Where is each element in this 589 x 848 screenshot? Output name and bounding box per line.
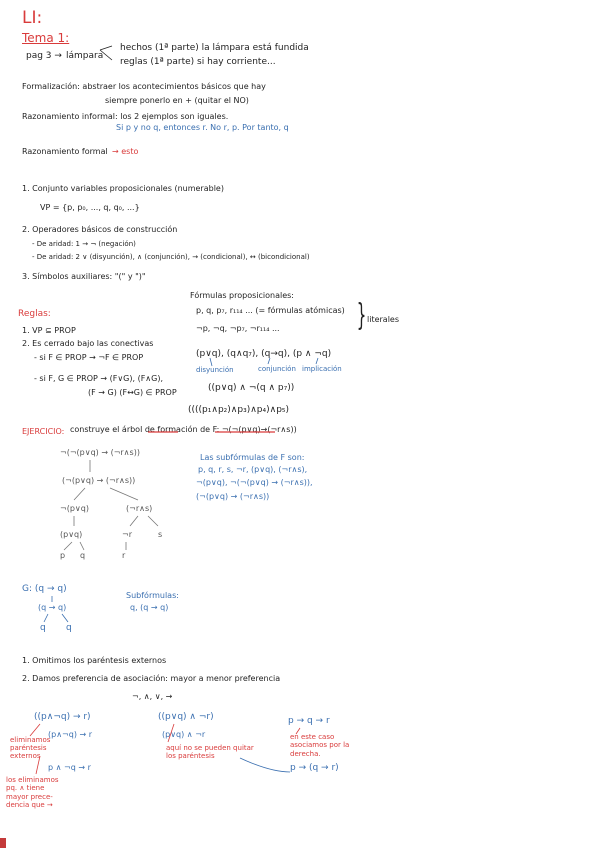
ejemplo-3-asociado: p → (q → r) (290, 763, 339, 773)
label-conjuncion: conjunción (258, 365, 296, 373)
formulas-negadas: ¬p, ¬q, ¬p₇, ¬r₁₁₄ ... (196, 324, 280, 333)
subformulas-line-2: ¬(p∨q), ¬(¬(p∨q) → (¬r∧s)), (196, 478, 313, 487)
ejemplo-anidada: ((((p₁∧p₂)∧p₃)∧p₄)∧p₅) (188, 405, 290, 415)
ejemplo-1: ((p∧¬q) → r) (34, 712, 91, 722)
g-node: (q → q) (38, 603, 67, 612)
tree-node-root: ¬(¬(p∨q) → (¬r∧s)) (60, 448, 140, 457)
regla-2a: - si F ∈ PROP → ¬F ∈ PROP (34, 353, 144, 362)
label-disyuncion: disyunción (196, 366, 234, 374)
hechos-text: hechos (1ª parte) la lámpara está fundida (120, 43, 309, 53)
g-leaf-2: q (66, 623, 72, 633)
g-leaf-1: q (40, 623, 46, 633)
nota-precedencia: los eliminamos pq. ∧ tiene mayor prece-dencia que → (6, 776, 59, 810)
razonamiento-informal: Razonamiento informal: los 2 ejemplos son iguales. (22, 112, 229, 121)
tree-node-or: (p∨q) (60, 530, 83, 539)
label-implicacion: implicación (302, 365, 342, 373)
formulas-atomicas: p, q, p₇, r₁₁₄ ... (= fórmulas atómicas) (196, 306, 345, 315)
item-1: 1. Conjunto variables proposicionales (numerable) (22, 184, 224, 193)
tree-leaf-r: r (122, 551, 126, 560)
aridad-2: - De aridad: 2 ∨ (disyunción), ∧ (conjunción), → (condicional), ↔ (bicondicional) (32, 253, 310, 261)
ejemplo-1-paso: (p∧¬q) → r (48, 730, 93, 739)
formalizacion-note: siempre ponerlo en + (quitar el NO) (105, 96, 249, 105)
nota-no-quitar: aquí no se pueden quitar los paréntesis (166, 744, 254, 761)
ejemplo-2: ((p∨q) ∧ ¬r) (158, 712, 214, 722)
tree-node-implication: (¬(p∨q) → (¬r∧s)) (62, 476, 136, 485)
ejercicio-label: EJERCICIO: (22, 427, 65, 436)
tree-node-neg-or: ¬(p∨q) (60, 504, 89, 513)
razonamiento-formal-arrow: → esto (112, 147, 139, 156)
tree-node-neg-r: ¬r (122, 530, 132, 539)
g-formula: G: (q → q) (22, 584, 67, 594)
nota-asociar-derecha: en este caso asociamos por la derecha. (290, 733, 350, 758)
ejemplo-3: p → q → r (288, 716, 330, 726)
tema-title: Tema 1: (22, 31, 70, 45)
tree-node-s: s (158, 530, 163, 539)
nota-eliminamos-externos: eliminamos paréntesis externos (10, 736, 51, 761)
regla-1: 1. VP ⊆ PROP (22, 326, 76, 335)
literales-label: literales (367, 315, 400, 324)
tree-node-and: (¬r∧s) (126, 504, 153, 513)
ejemplo-2-paso: (p∨q) ∧ ¬r (162, 730, 206, 739)
regla-2b: - si F, G ∈ PROP → (F∨G), (F∧G), (34, 374, 164, 383)
aridad-1: - De aridad: 1 → ¬ (negación) (32, 240, 136, 248)
razonamiento-formal: Razonamiento formal (22, 147, 108, 156)
lampara-label: lámpara (66, 51, 104, 61)
tree-leaf-p: p (60, 551, 66, 560)
literales-brace: } (356, 298, 367, 333)
razonamiento-ejemplo: Si p y no q, entonces r. No r, p. Por tanto, q (116, 123, 289, 132)
g-subformulas: q, (q → q) (130, 603, 169, 612)
item-3: 3. Símbolos auxiliares: "(" y ")" (22, 272, 146, 281)
subformulas-line-3: (¬(p∨q) → (¬r∧s)) (196, 492, 270, 501)
item-2: 2. Operadores básicos de construcción (22, 225, 178, 234)
ejemplo-binarias: (p∨q), (q∧q₇), (q→q), (p ∧ ¬q) (196, 349, 332, 359)
subformulas-line-1: p, q, r, s, ¬r, (p∨q), (¬r∧s), (198, 465, 308, 474)
regla-2c: (F → G) (F↔G) ∈ PROP (88, 388, 177, 397)
tree-leaf-q: q (80, 551, 86, 560)
convencion-2: 2. Damos preferencia de asociación: mayor a menor preferencia (22, 674, 281, 683)
ejemplo-1-final: p ∧ ¬q → r (48, 763, 91, 772)
formulas-title: Fórmulas proposicionales: (190, 291, 295, 300)
reglas-title: Reglas: (18, 309, 51, 319)
g-subformulas-title: Subfórmulas: (126, 591, 179, 600)
vp-set: VP = {p, p₀, ..., q, q₀, ...} (40, 203, 140, 212)
regla-2: 2. Es cerrado bajo las conectivas (22, 339, 154, 348)
reglas-text: reglas (1ª parte) si hay corriente... (120, 57, 276, 67)
convencion-1: 1. Omitimos los paréntesis externos (22, 656, 167, 665)
ejercicio-enunciado: construye el árbol de formación de F: ¬(¬(p∨q)→(¬r∧s)) (70, 425, 297, 434)
page-title: LI: (22, 8, 43, 28)
pag-label: pag 3 → (26, 51, 62, 61)
orden-preferencia: ¬, ∧, ∨, → (132, 692, 173, 701)
subformulas-title: Las subfórmulas de F son: (200, 453, 305, 462)
formalizacion-text: Formalización: abstraer los acontecimientos básicos que hay (22, 82, 266, 91)
ejemplo-compuesta: ((p∨q) ∧ ¬(q ∧ p₇)) (208, 383, 295, 393)
